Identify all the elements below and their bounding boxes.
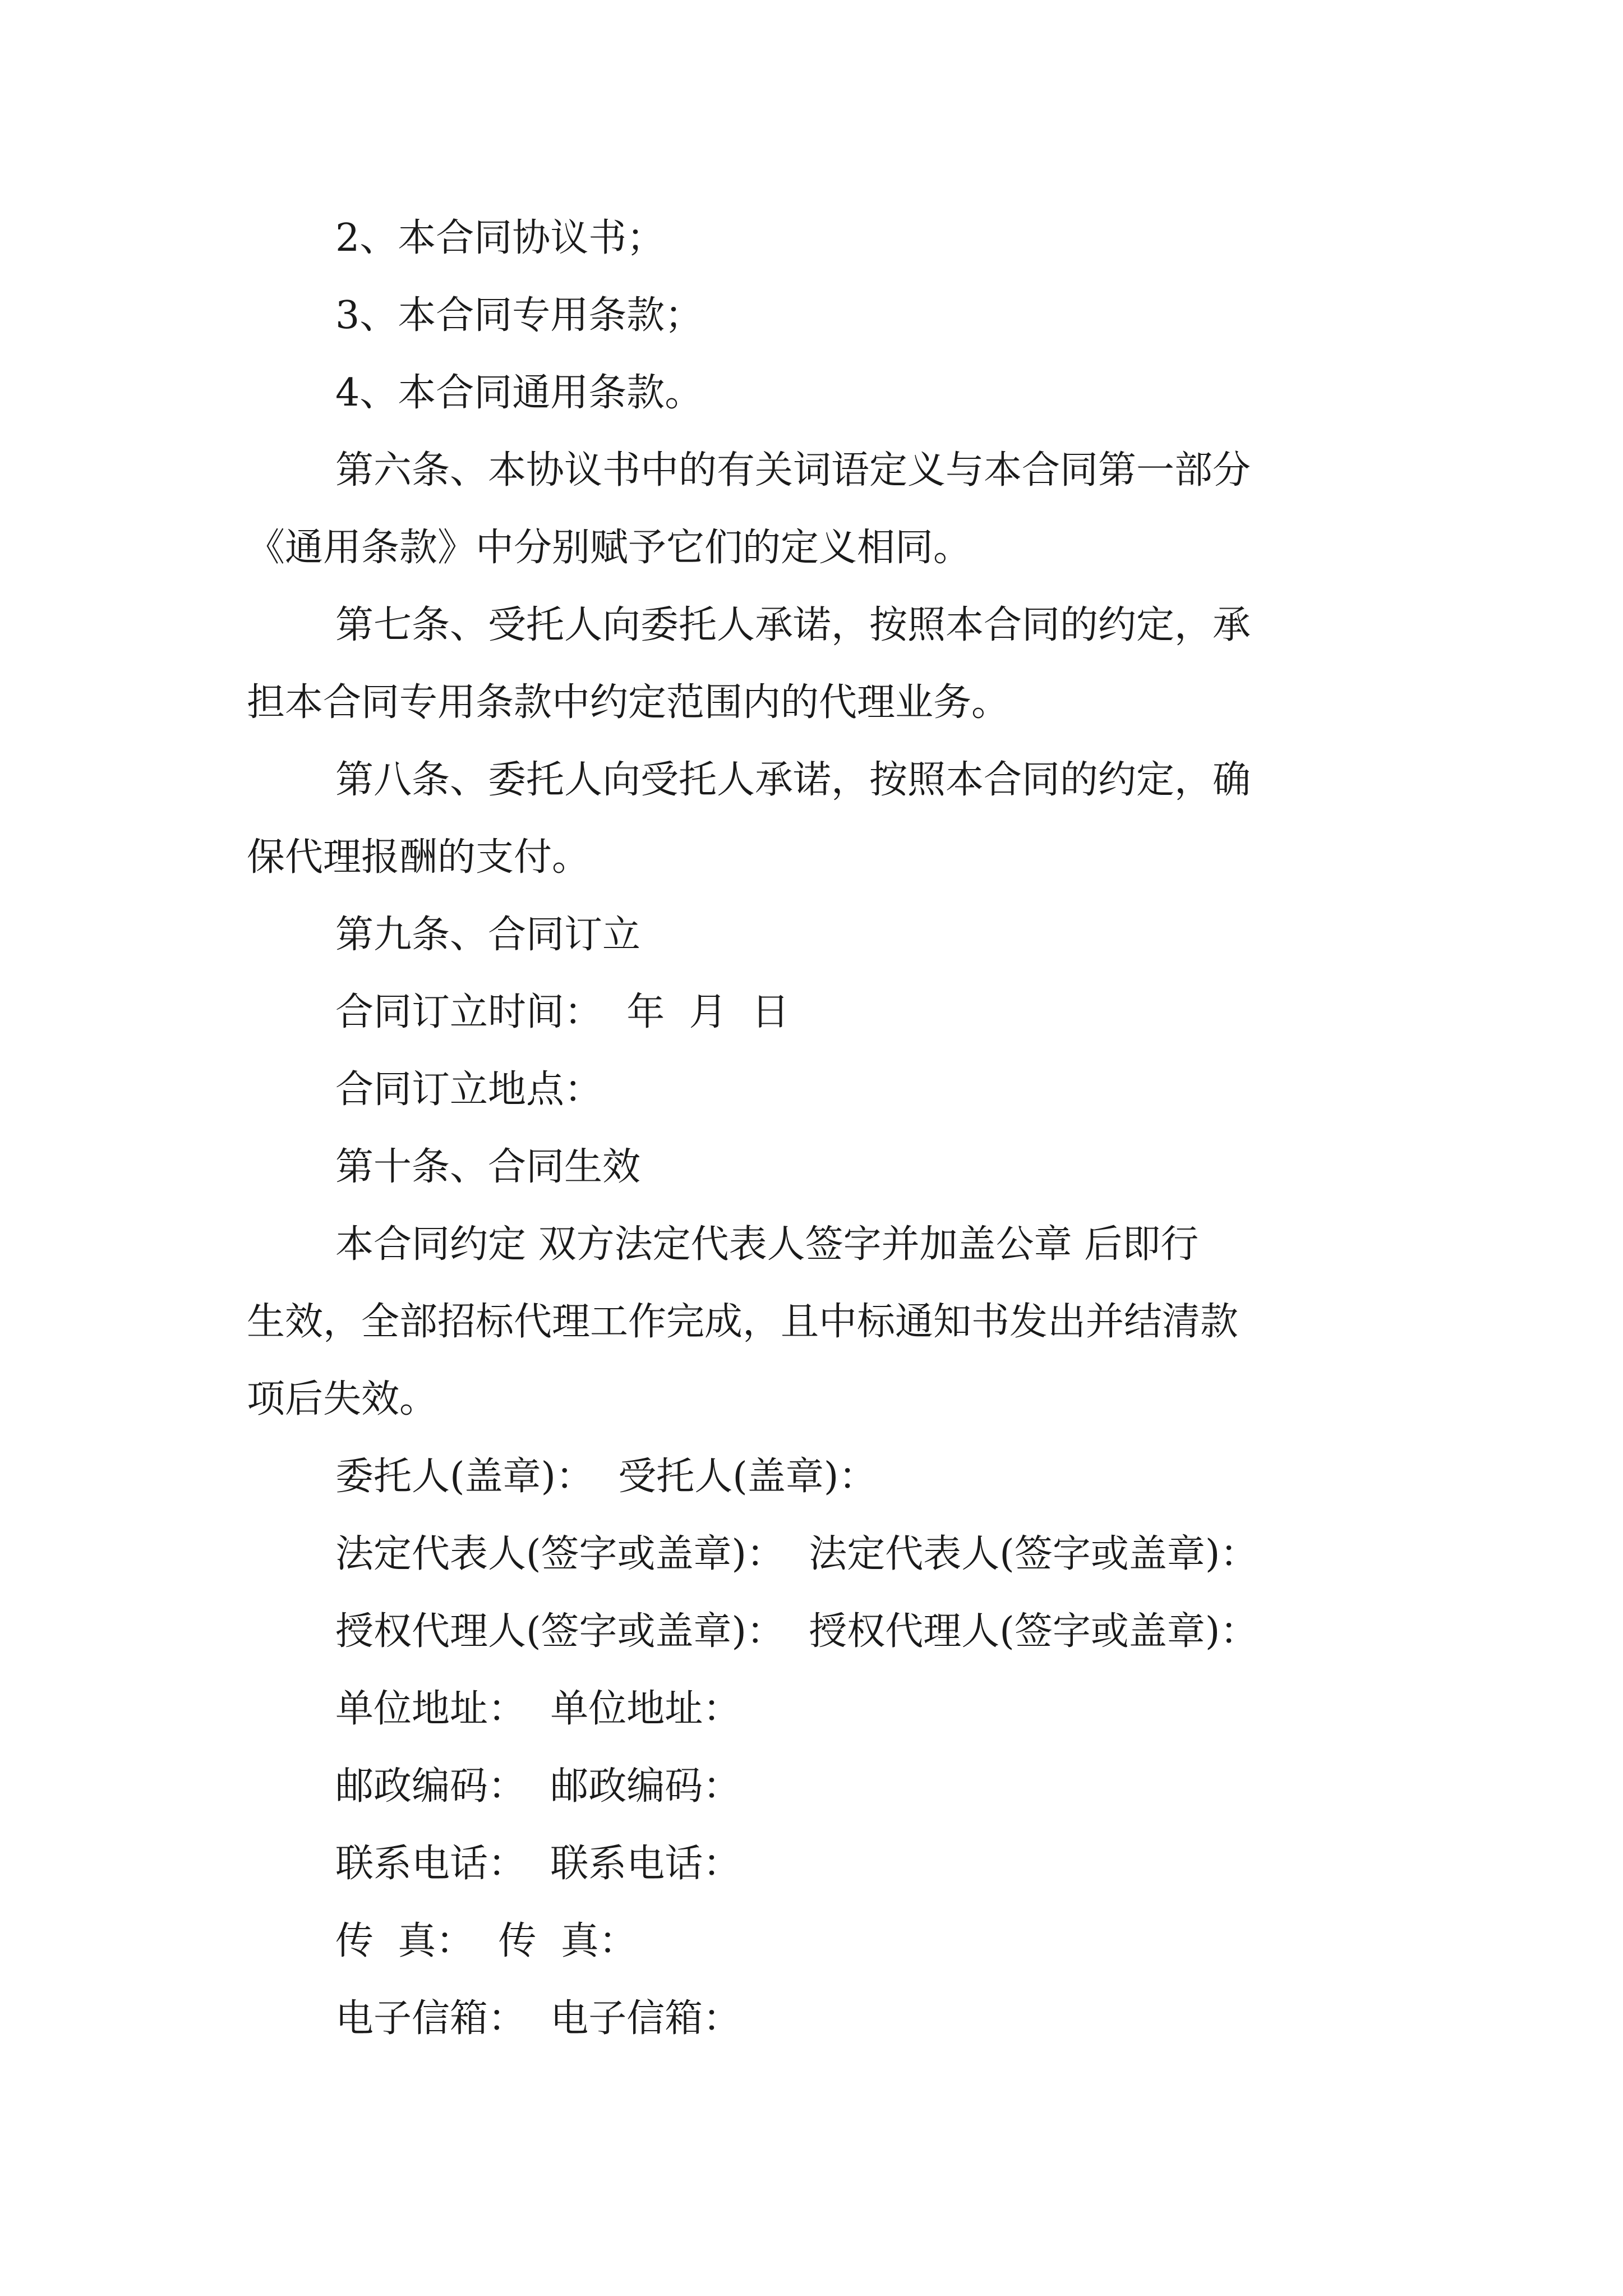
clause-list-item-3: 3、本合同专用条款； (335, 293, 703, 338)
email-field: 电子信箱： 电子信箱： (335, 1996, 741, 2041)
address-field: 单位地址： 单位地址： (335, 1687, 741, 1731)
phone-field: 联系电话： 联系电话： (335, 1842, 741, 1886)
article-7-line-1: 第七条、受托人向委托人承诺，按照本合同的约定，承 (335, 603, 1251, 647)
signing-date-field: 合同订立时间： 年 月 日 (335, 990, 790, 1034)
article-9-heading: 第九条、合同订立 (335, 913, 641, 957)
clause-list-item-2: 2、本合同协议书； (335, 216, 665, 260)
article-6-line-1: 第六条、本协议书中的有关词语定义与本合同第一部分 (335, 448, 1251, 493)
party-seal-field: 委托人(盖章)： 受托人(盖章)： (335, 1455, 877, 1499)
authorized-agent-field: 授权代理人(签字或盖章)： 授权代理人(签字或盖章)： (335, 1609, 1258, 1654)
clause-list-item-4: 4、本合同通用条款。 (335, 371, 703, 415)
legal-representative-field: 法定代表人(签字或盖章)： 法定代表人(签字或盖章)： (335, 1532, 1258, 1576)
article-10-line-1: 本合同约定 双方法定代表人签字并加盖公章 后即行 (335, 1222, 1199, 1267)
article-8-line-1: 第八条、委托人向受托人承诺，按照本合同的约定，确 (335, 758, 1251, 802)
signing-place-field: 合同订立地点： (335, 1068, 603, 1112)
postal-code-field: 邮政编码： 邮政编码： (335, 1764, 741, 1809)
article-7-line-2: 担本合同专用条款中约定范围内的代理业务。 (247, 680, 1010, 725)
fax-field: 传 真： 传 真： (335, 1919, 637, 1963)
article-10-heading: 第十条、合同生效 (335, 1145, 641, 1189)
article-6-line-2: 《通用条款》中分别赋予它们的定义相同。 (247, 526, 972, 570)
article-10-line-2: 生效，全部招标代理工作完成，且中标通知书发出并结清款 (247, 1300, 1239, 1344)
article-8-line-2: 保代理报酬的支付。 (247, 835, 591, 880)
article-10-line-3: 项后失效。 (247, 1377, 438, 1421)
